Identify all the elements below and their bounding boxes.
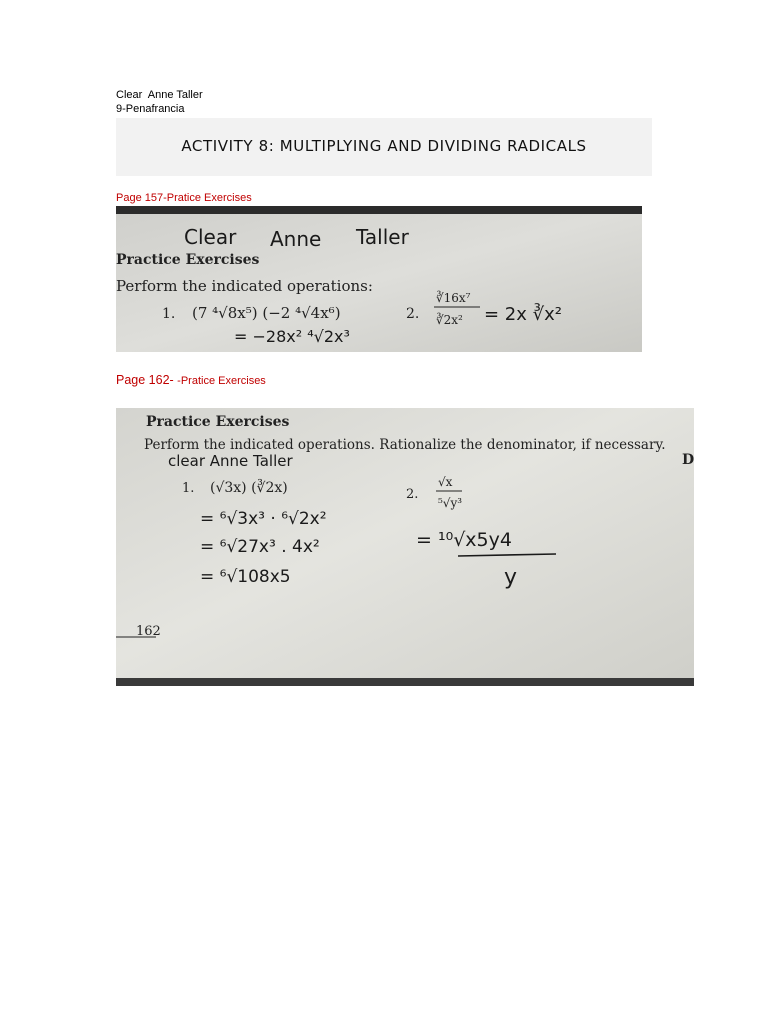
author-block xyxy=(116,88,203,116)
photo2-edge-letter: D xyxy=(682,452,694,468)
photo-dark-edge xyxy=(116,206,642,214)
photo-page-157 xyxy=(116,206,642,352)
photo2-step-1: = ⁶√3x³ · ⁶√2x² xyxy=(200,509,327,529)
caption-page-162-sub: -Pratice Exercises xyxy=(177,375,266,387)
photo1-item2-denominator: ∛2x² xyxy=(436,313,463,327)
title-banner xyxy=(116,118,652,176)
photo2-item2-numerator: √x xyxy=(438,475,453,489)
photo2-page-number: 162 xyxy=(136,624,161,639)
photo-page-162 xyxy=(116,408,694,686)
handwritten-name-first: Clear xyxy=(184,225,237,249)
photo-dark-edge xyxy=(116,678,694,686)
caption-page-162 xyxy=(116,373,266,387)
handwritten-name-last: Taller xyxy=(356,225,409,249)
photo1-item2-answer: = 2x ∛x² xyxy=(484,304,562,325)
photo2-item1-number: 1. xyxy=(182,481,195,496)
photo2-item2-answer-denominator: y xyxy=(504,565,518,590)
author-section: 9-Penafrancia xyxy=(116,103,185,115)
caption-page-157: Page 157-Pratice Exercises xyxy=(116,192,252,204)
photo2-step-2: = ⁶√27x³ . 4x² xyxy=(200,537,320,557)
photo1-item1-number: 1. xyxy=(162,306,176,322)
photo1-item2-numerator: ∛16x⁷ xyxy=(436,291,471,305)
caption-page-162-main: Page 162- xyxy=(116,373,178,387)
handwritten-name-middle: Anne xyxy=(270,227,322,251)
photo2-handwritten-name: clear Anne Taller xyxy=(168,452,293,470)
photo2-heading: Practice Exercises xyxy=(146,414,290,430)
photo1-instruction: Perform the indicated operations: xyxy=(116,277,373,295)
photo2-step-3: = ⁶√108x5 xyxy=(200,567,291,587)
photo2-instruction: Perform the indicated operations. Rationalize the denominator, if necessary. xyxy=(144,437,666,453)
photo1-item1-answer: = −28x² ⁴√2x³ xyxy=(234,327,350,346)
author-name: Clear Anne Taller xyxy=(116,89,203,101)
photo2-item2-denominator: ⁵√y³ xyxy=(438,496,463,510)
photo1-heading: Practice Exercises xyxy=(116,252,260,268)
photo2-item2-answer-numerator: = ¹⁰√x5y4 xyxy=(416,529,512,551)
photo2-item1-expression: (√3x) (∛2x) xyxy=(210,480,288,496)
photo1-item1-expression: (7 ⁴√8x⁵) (−2 ⁴√4x⁶) xyxy=(192,304,341,322)
photo1-item2-number: 2. xyxy=(406,306,420,322)
photo2-item2-number: 2. xyxy=(406,487,419,502)
page-title: ACTIVITY 8: MULTIPLYING AND DIVIDING RADICALS xyxy=(181,137,587,155)
